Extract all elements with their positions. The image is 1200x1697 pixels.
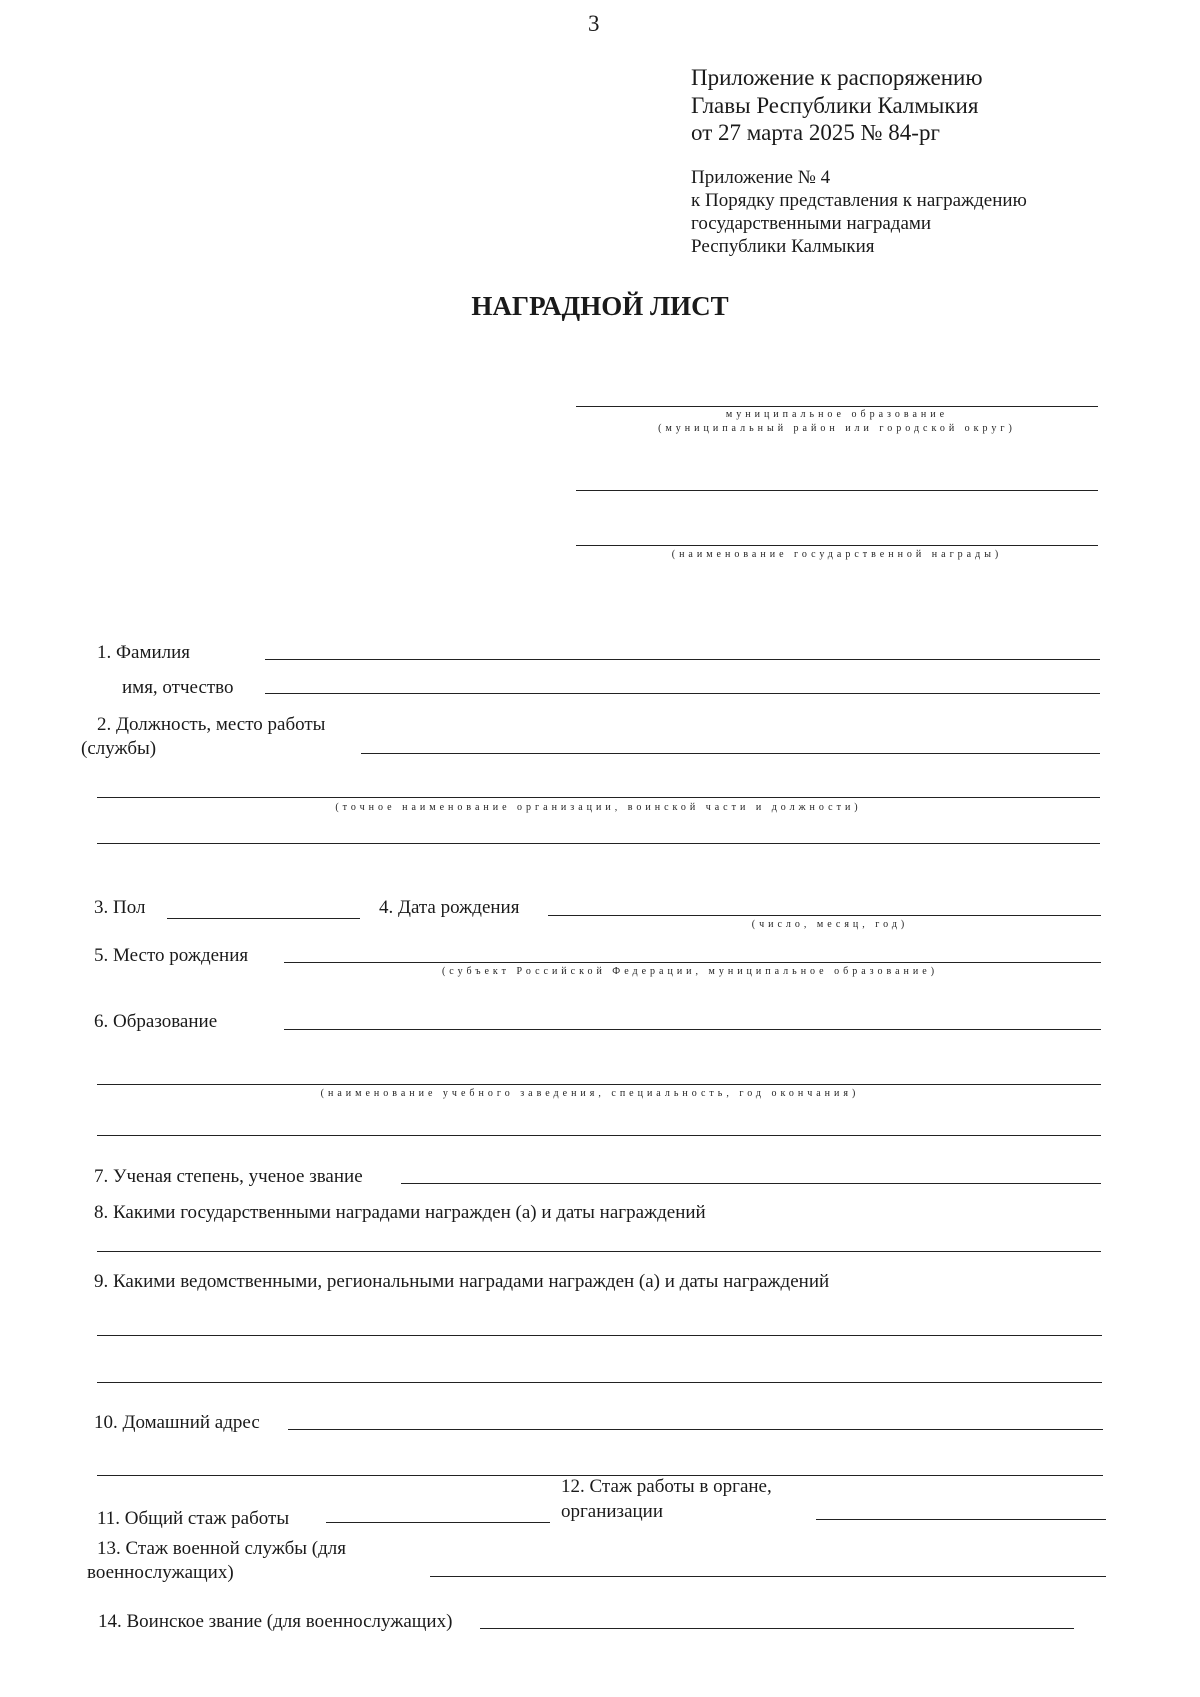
field-11-label: 11. Общий стаж работы <box>97 1508 290 1529</box>
military-service-line[interactable] <box>430 1576 1106 1577</box>
sex-line[interactable] <box>167 918 360 919</box>
address-line-1[interactable] <box>288 1429 1103 1430</box>
regional-awards-line-1[interactable] <box>97 1335 1102 1336</box>
education-line-3[interactable] <box>97 1135 1101 1136</box>
education-line-2[interactable] <box>97 1084 1101 1085</box>
birthdate-line[interactable] <box>548 915 1101 916</box>
field-1b-label: имя, отчество <box>122 677 234 698</box>
field-6-label: 6. Образование <box>94 1011 218 1032</box>
sub-appendix-line-3: государственными наградами <box>691 213 932 234</box>
field-1-label: 1. Фамилия <box>97 642 191 663</box>
page-title: НАГРАДНОЙ ЛИСТ <box>471 291 729 321</box>
municipality-caption: муниципальное образование <box>725 409 949 420</box>
field-13-label: 13. Стаж военной службы (для <box>97 1538 346 1559</box>
position-line-2[interactable] <box>97 797 1100 798</box>
date-caption: (число, месяц, год) <box>751 919 909 930</box>
field-4-label: 4. Дата рождения <box>379 897 520 918</box>
field-13b-label: военнослужащих) <box>87 1562 234 1583</box>
field-2-label: 2. Должность, место работы <box>97 714 326 735</box>
birthplace-caption: (субъект Российской Федерации, муниципальное образование) <box>441 966 939 977</box>
award-line-1[interactable] <box>576 490 1098 491</box>
field-2b-label: (службы) <box>81 738 157 759</box>
position-line-1[interactable] <box>361 753 1100 754</box>
page-number: 3 <box>588 11 600 36</box>
field-8-label: 8. Какими государственными наградами награжден (а) и даты награждений <box>94 1202 706 1223</box>
position-line-3[interactable] <box>97 843 1100 844</box>
appendix-line-2: Главы Республики Калмыкия <box>691 93 979 118</box>
sub-appendix-line-2: к Порядку представления к награждению <box>691 190 1027 211</box>
birthplace-line[interactable] <box>284 962 1101 963</box>
org-experience-line[interactable] <box>816 1519 1106 1520</box>
award-caption: (наименование государственной награды) <box>671 549 1003 560</box>
appendix-line-3: от 27 марта 2025 № 84-рг <box>691 120 940 145</box>
field-10-label: 10. Домашний адрес <box>94 1412 260 1433</box>
sub-appendix-line-1: Приложение № 4 <box>691 167 831 188</box>
field-5-label: 5. Место рождения <box>94 945 249 966</box>
position-caption: (точное наименование организации, воинской части и должности) <box>335 802 862 813</box>
sub-appendix-line-4: Республики Калмыкия <box>691 236 875 257</box>
education-caption: (наименование учебного заведения, специальность, год окончания) <box>320 1088 860 1099</box>
total-experience-line[interactable] <box>326 1522 550 1523</box>
appendix-line-1: Приложение к распоряжению <box>691 65 983 90</box>
surname-line[interactable] <box>265 659 1100 660</box>
name-line[interactable] <box>265 693 1100 694</box>
education-line-1[interactable] <box>284 1029 1101 1030</box>
field-12b-label: организации <box>561 1501 664 1522</box>
degree-line[interactable] <box>401 1183 1101 1184</box>
military-rank-line[interactable] <box>480 1628 1074 1629</box>
field-7-label: 7. Ученая степень, ученое звание <box>94 1166 363 1187</box>
award-line-2[interactable] <box>576 545 1098 546</box>
regional-awards-line-2[interactable] <box>97 1382 1102 1383</box>
state-awards-line[interactable] <box>97 1251 1101 1252</box>
field-12-label: 12. Стаж работы в органе, <box>561 1476 772 1497</box>
municipality-caption-2: (муниципальный район или городской округ) <box>658 423 1016 434</box>
field-3-label: 3. Пол <box>94 897 146 918</box>
field-9-label: 9. Какими ведомственными, региональными наградами награжден (а) и даты награждений <box>94 1271 830 1292</box>
municipality-line[interactable] <box>576 406 1098 407</box>
field-14-label: 14. Воинское звание (для военнослужащих) <box>98 1611 453 1632</box>
